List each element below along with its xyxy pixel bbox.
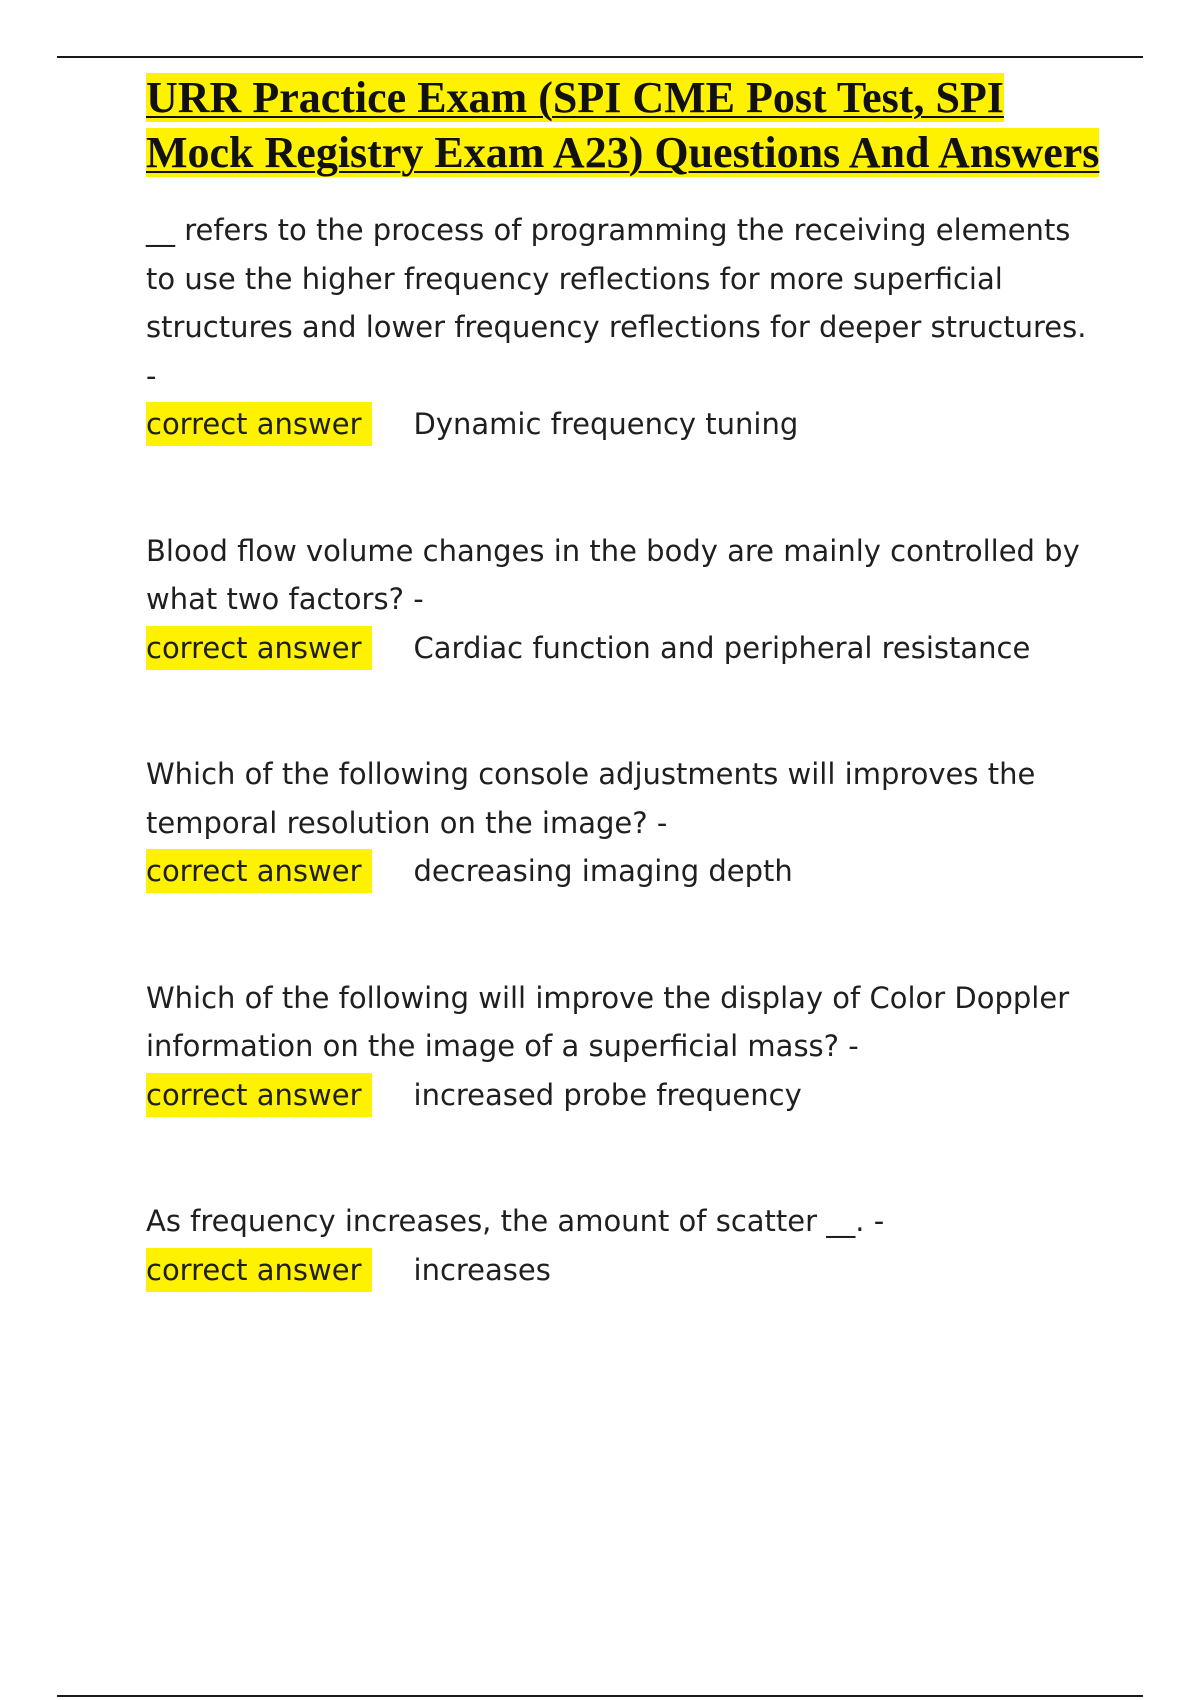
question-text: As frequency increases, the amount of scatter __. -: [146, 1204, 885, 1238]
answer-text: increases: [413, 1252, 551, 1287]
question-text: Which of the following console adjustments will improves the temporal resolution on the image? -: [146, 757, 1036, 840]
question-text: Which of the following will improve the display of Color Doppler information on the image of a superficial mass? -: [146, 980, 1070, 1063]
correct-answer-label: correct answer: [146, 1248, 372, 1292]
bottom-rule: [57, 1695, 1143, 1697]
answer-line: [146, 624, 1106, 673]
answer-line: [146, 1071, 1106, 1120]
qa-item: [146, 206, 1106, 449]
qa-item: [146, 750, 1106, 896]
document-body: [146, 70, 1106, 1294]
answer-line: [146, 1246, 1106, 1295]
qa-item: [146, 974, 1106, 1120]
correct-answer-label: correct answer: [146, 849, 372, 893]
document-title: [146, 70, 1106, 180]
correct-answer-label: correct answer: [146, 626, 372, 670]
qa-item: [146, 527, 1106, 673]
answer-text: decreasing imaging depth: [413, 854, 793, 888]
question-text: Blood flow volume changes in the body are mainly controlled by what two factors? -: [146, 533, 1080, 616]
answer-text: Cardiac function and peripheral resistance: [413, 630, 1031, 665]
correct-answer-label: correct answer: [146, 402, 372, 446]
answer-line: [146, 847, 1106, 896]
answer-line: [146, 400, 1106, 449]
qa-item: [146, 1197, 1106, 1294]
correct-answer-label: correct answer: [146, 1073, 372, 1117]
question-text: __ refers to the process of programming the receiving elements to use the higher frequency reflections for more superficial structures and lower frequency reflections for deeper structures. -: [146, 213, 1087, 393]
top-rule: [57, 56, 1143, 58]
answer-text: Dynamic frequency tuning: [413, 407, 799, 441]
answer-text: increased probe frequency: [413, 1077, 802, 1112]
document-title-text: URR Practice Exam (SPI CME Post Test, SPI Mock Registry Exam A23) Questions And Answers: [146, 73, 1100, 177]
